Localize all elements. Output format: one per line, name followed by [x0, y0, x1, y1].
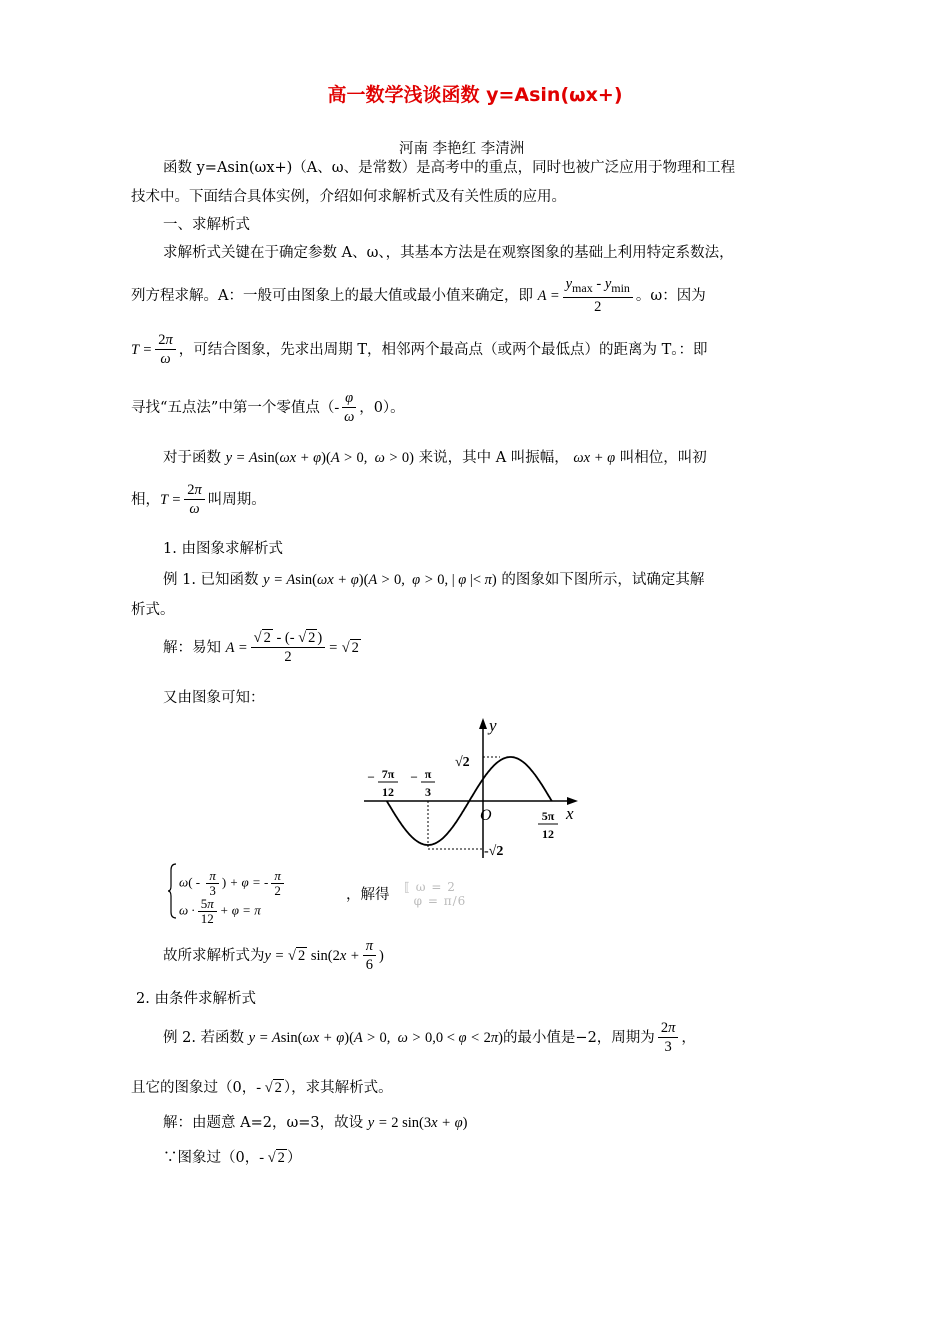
text: 例 2. 若函数 [163, 1029, 245, 1046]
equation-2: ω · $\frac{5\pi}{12}$ + φ = π [179, 896, 261, 926]
formula-example-2: y = Asin(ωx + φ)(A > 0, ω > 0,0 < φ < 2π) [248, 1029, 503, 1046]
text: 列方程求解。A：一般可由图象上的最大值或最小值来确定，即 [131, 287, 533, 304]
x-axis-label: x [566, 804, 574, 823]
example-2-last-line [163, 1146, 301, 1167]
section-1-heading: 一、求解析式 [163, 217, 250, 233]
section-1-line-1: 求解析式关键在于确定参数 A、ω、，其基本方法是在观察图象的基础上利用特定系数法， [163, 245, 734, 261]
y-axis-label: y [489, 716, 497, 735]
example-1-solution [163, 630, 361, 667]
subsection-2-heading: 2. 由条件求解析式 [136, 991, 256, 1007]
formula-period: T = $\frac{2\pi}{\omega}$ [131, 342, 179, 358]
text: 叫周期。 [207, 491, 266, 508]
tick-minus-sign-2: – [411, 769, 417, 783]
text: 例 1. 已知函数 [163, 572, 259, 588]
tick-1-denominator: 12 [382, 785, 394, 799]
blurred-solution: ⟦ ω = 2 φ = π/6 [404, 880, 467, 908]
text: 解：易知 [163, 639, 221, 656]
text: 。ω：因为 [635, 287, 706, 304]
tick-2-denominator: 3 [425, 785, 431, 799]
text: 对于函数 [163, 450, 221, 466]
formula-zero-point: - $\frac{\varphi}{\omega}$ [334, 390, 355, 425]
text: ，0）。 [359, 399, 405, 416]
tick-minus-sign-1: – [368, 769, 374, 783]
example-1-result [163, 938, 384, 975]
text: 的最小值是−2，周期为 [502, 1029, 655, 1046]
formula-point-y-2: - √ 2 [259, 1150, 285, 1166]
section-1-line-6 [131, 482, 266, 519]
system-brace [168, 862, 178, 920]
text: ），求其解析式。 [283, 1080, 393, 1096]
sine-graph [360, 712, 590, 862]
tick-2-numerator: π [424, 767, 432, 781]
equation-1: ω( - $\frac{\pi}{3}$ ) + φ = - $\frac{\pi}{2}$ [179, 869, 287, 898]
text: ） [286, 1150, 302, 1166]
formula-example-1: y = Asin(ωx + φ)(A > 0, φ > 0, | φ |< π) [263, 572, 497, 588]
text: 来说，其中 A 叫振幅， [418, 450, 569, 466]
y-axis-arrow [479, 718, 487, 729]
text: ∵图象过（0， [163, 1150, 260, 1166]
text: 相， [131, 491, 160, 508]
tick-3-denominator: 12 [542, 827, 554, 841]
page-title: 高一数学浅谈函数 y=Asin(ωx+) [327, 84, 623, 106]
formula-period-2: T = $\frac{2\pi}{\omega}$ [160, 492, 208, 508]
section-1-line-5 [163, 446, 707, 467]
formula-assumed: y = 2 sin(3x + φ) [367, 1115, 468, 1131]
intro-line-2: 技术中。下面结合具体实例，介绍如何求解析式及有关性质的应用。 [131, 189, 566, 205]
text: 且它的图象过（0， [131, 1080, 257, 1096]
example-1-line-1 [163, 568, 704, 589]
text: 故所求解析式为 [163, 947, 265, 964]
figure-intro: 又由图象可知： [163, 690, 265, 706]
subsection-1-heading: 1. 由图象求解析式 [163, 541, 283, 557]
example-1-line-2: 析式。 [131, 602, 175, 618]
formula-amplitude-value: A = $\frac{√ 2 - (- √ 2 )}{2}$ = √ 2 [225, 630, 359, 665]
solve-word: ，解得 [346, 887, 390, 903]
section-1-line-3 [131, 332, 708, 369]
formula-phase: ωx + φ [573, 450, 616, 466]
min-label: -√2 [484, 844, 504, 859]
formula-result-1: y = √ 2 sin(2x + $\frac{\pi}{6}$ ) [264, 938, 384, 973]
text: 寻找“五点法”中第一个零值点（ [131, 399, 335, 416]
tick-1-numerator: 7π [381, 767, 395, 781]
section-1-line-4 [131, 390, 405, 427]
section-1-line-2 [131, 276, 706, 317]
formula-period-value: $\frac{2\pi}{3}$ [655, 1030, 682, 1046]
intro-line-1: 函数 y=Asin(ωx+)（A、ω、是常数）是高考中的重点，同时也被广泛应用于物理和工程 [163, 160, 736, 176]
max-label: √2 [455, 755, 470, 770]
origin-label: O [480, 807, 492, 824]
text: 叫相位，叫初 [619, 450, 707, 466]
text: ，可结合图象，先求出周期 T，相邻两个最高点（或两个最低点）的距离为 T。：即 [178, 341, 708, 358]
formula-function: y = Asin(ωx + φ)(A > 0, ω > 0) [225, 450, 414, 466]
formula-amplitude: A = $\frac{y_{max} - y_{min}}{2}$ [538, 288, 636, 304]
tick-3-numerator: 5π [541, 809, 555, 823]
authors: 河南 李艳红 李清洲 [399, 141, 525, 157]
text: 的图象如下图所示，试确定其解 [501, 572, 705, 588]
text: 解：由题意 A=2，ω=3，故设 [163, 1115, 364, 1131]
example-2-solution [163, 1111, 467, 1132]
example-2-line-2 [131, 1076, 393, 1097]
formula-point-y: - √ 2 [256, 1080, 282, 1096]
example-2-line-1: 例 2. 若函数 y = Asin(ωx + φ)(A > 0, ω > 0,0 < φ < 2π)的最小值是−2，周期为 $\frac{2\pi}{3}$ ， [163, 1020, 696, 1055]
